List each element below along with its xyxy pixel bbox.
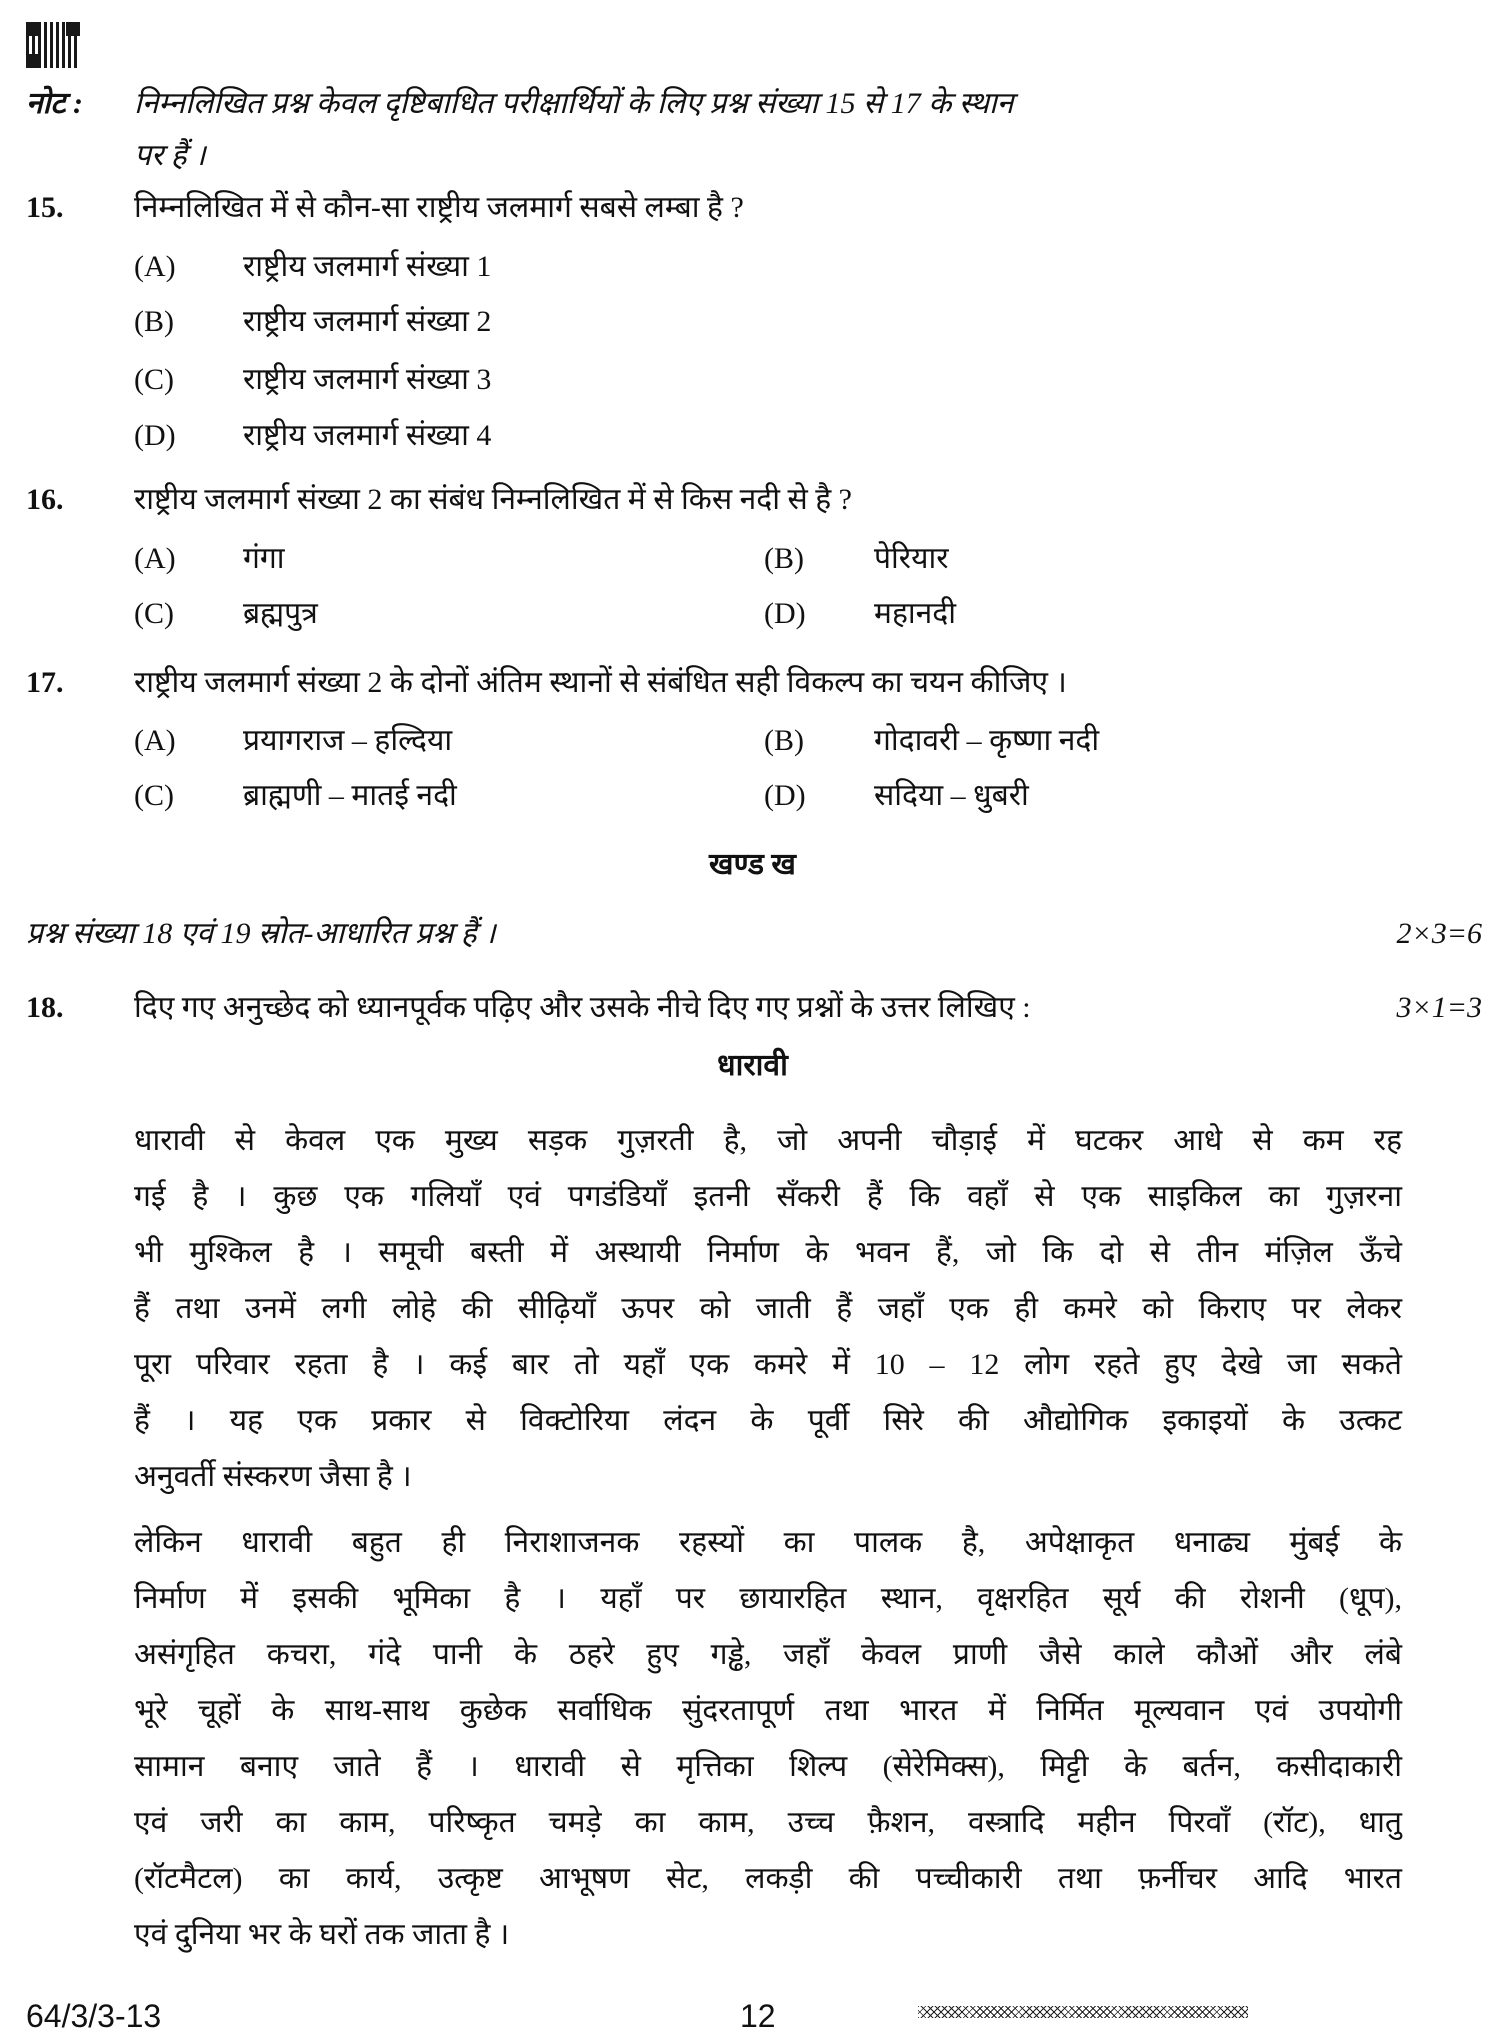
option-text: गंगा: [243, 542, 285, 575]
option-label: (A): [134, 724, 176, 757]
question-number: 17.: [26, 666, 64, 699]
passage-line: धारावी से केवल एक मुख्य सड़क गुज़रती है, जो अपनी चौड़ाई में घटकर आधे से कम रह: [134, 1124, 1402, 1157]
option-text: राष्ट्रीय जलमार्ग संख्या 4: [243, 419, 492, 452]
decorative-wave-line: [918, 2006, 1248, 2018]
option-label: (B): [764, 724, 804, 757]
option-label: (D): [764, 779, 806, 812]
option-label: (A): [134, 542, 176, 575]
question-number: 16.: [26, 483, 64, 516]
option-text: राष्ट्रीय जलमार्ग संख्या 1: [243, 250, 492, 283]
option-text: राष्ट्रीय जलमार्ग संख्या 3: [243, 363, 492, 396]
passage-line: सामान बनाए जाते हैं । धारावी से मृत्तिका शिल्प (सेरेमिक्स), मिट्टी के बर्तन, कसीदाकारी: [134, 1750, 1402, 1783]
option-text: राष्ट्रीय जलमार्ग संख्या 2: [243, 305, 492, 338]
question-text: राष्ट्रीय जलमार्ग संख्या 2 का संबंध निम्नलिखित में से किस नदी से है ?: [134, 483, 852, 516]
passage-line: असंगृहित कचरा, गंदे पानी के ठहरे हुए गड्ढे, जहाँ केवल प्राणी जैसे काले कौओं और लंबे: [134, 1638, 1402, 1671]
option-label: (C): [134, 363, 174, 396]
option-text: ब्राह्मणी – मातई नदी: [243, 779, 457, 812]
option-label: (D): [134, 419, 176, 452]
question-number: 15.: [26, 191, 64, 224]
passage-line: भूरे चूहों के साथ-साथ कुछेक सर्वाधिक सुंदरतापूर्ण तथा भारत में निर्मित मूल्यवान एवं उपयोगी: [134, 1694, 1402, 1727]
section-marks: 2×3=6: [1396, 917, 1482, 950]
question-text: राष्ट्रीय जलमार्ग संख्या 2 के दोनों अंतिम स्थानों से संबंधित सही विकल्प का चयन कीजिए ।: [134, 666, 1067, 699]
passage-line: एवं दुनिया भर के घरों तक जाता है ।: [134, 1918, 510, 1951]
paper-code: 64/3/3-13: [26, 1998, 162, 2034]
passage-line: (रॉटमैटल) का कार्य, उत्कृष्ट आभूषण सेट, लकड़ी की पच्चीकारी तथा फ़र्नीचर आदि भारत: [134, 1862, 1402, 1895]
option-text: सदिया – धुबरी: [874, 779, 1029, 812]
option-label: (D): [764, 597, 806, 630]
question-marks: 3×1=3: [1396, 991, 1482, 1024]
option-text: प्रयागराज – हल्दिया: [243, 724, 453, 757]
passage-line: हैं तथा उनमें लगी लोहे की सीढ़ियाँ ऊपर को जाती हैं जहाँ एक ही कमरे को किराए पर लेकर: [134, 1292, 1402, 1325]
section-title: खण्ड ख: [709, 848, 796, 881]
note-text-line2: पर हैं ।: [134, 139, 206, 172]
passage-line: हैं । यह एक प्रकार से विक्टोरिया लंदन के पूर्वी सिरे की औद्योगिक इकाइयों के उत्कट: [134, 1404, 1402, 1437]
option-text: पेरियार: [874, 542, 949, 575]
passage-line: पूरा परिवार रहता है । कई बार तो यहाँ एक कमरे में 10 – 12 लोग रहते हुए देखे जा सकते: [134, 1348, 1402, 1381]
option-text: गोदावरी – कृष्णा नदी: [874, 724, 1100, 757]
option-label: (B): [134, 305, 174, 338]
section-instruction: प्रश्न संख्या 18 एवं 19 स्रोत-आधारित प्रश्न हैं ।: [26, 917, 496, 950]
option-label: (B): [764, 542, 804, 575]
question-text: दिए गए अनुच्छेद को ध्यानपूर्वक पढ़िए और उसके नीचे दिए गए प्रश्नों के उत्तर लिखिए :: [134, 991, 1031, 1024]
option-label: (C): [134, 597, 174, 630]
passage-line: लेकिन धारावी बहुत ही निराशाजनक रहस्यों का पालक है, अपेक्षाकृत धनाढ्य मुंबई के: [134, 1526, 1402, 1559]
note-text-line1: निम्नलिखित प्रश्न केवल दृष्टिबाधित परीक्षार्थियों के लिए प्रश्न संख्या 15 से 17 के स्थान: [134, 87, 1014, 120]
option-text: महानदी: [874, 597, 956, 630]
page-number: 12: [740, 1998, 776, 2034]
option-text: ब्रह्मपुत्र: [243, 597, 318, 630]
passage-line: निर्माण में इसकी भूमिका है । यहाँ पर छायारहित स्थान, वृक्षरहित सूर्य की रोशनी (धूप),: [134, 1582, 1402, 1615]
passage-line: भी मुश्किल है । समूची बस्ती में अस्थायी निर्माण के भवन हैं, जो कि दो से तीन मंज़िल ऊँचे: [134, 1236, 1402, 1269]
passage-title: धारावी: [717, 1049, 788, 1082]
question-text: निम्नलिखित में से कौन-सा राष्ट्रीय जलमार्ग सबसे लम्बा है ?: [134, 191, 744, 224]
passage-line: अनुवर्ती संस्करण जैसा है ।: [134, 1460, 412, 1493]
question-number: 18.: [26, 991, 64, 1024]
note-label: नोट :: [26, 87, 84, 120]
option-label: (C): [134, 779, 174, 812]
passage-line: गई है । कुछ एक गलियाँ एवं पगडंडियाँ इतनी सँकरी हैं कि वहाँ से एक साइकिल का गुज़रना: [134, 1180, 1402, 1213]
option-label: (A): [134, 250, 176, 283]
passage-line: एवं जरी का काम, परिष्कृत चमड़े का काम, उच्च फ़ैशन, वस्त्रादि महीन पिरवाँ (रॉट), धातु: [134, 1806, 1402, 1839]
qr-code-icon: [26, 22, 80, 68]
